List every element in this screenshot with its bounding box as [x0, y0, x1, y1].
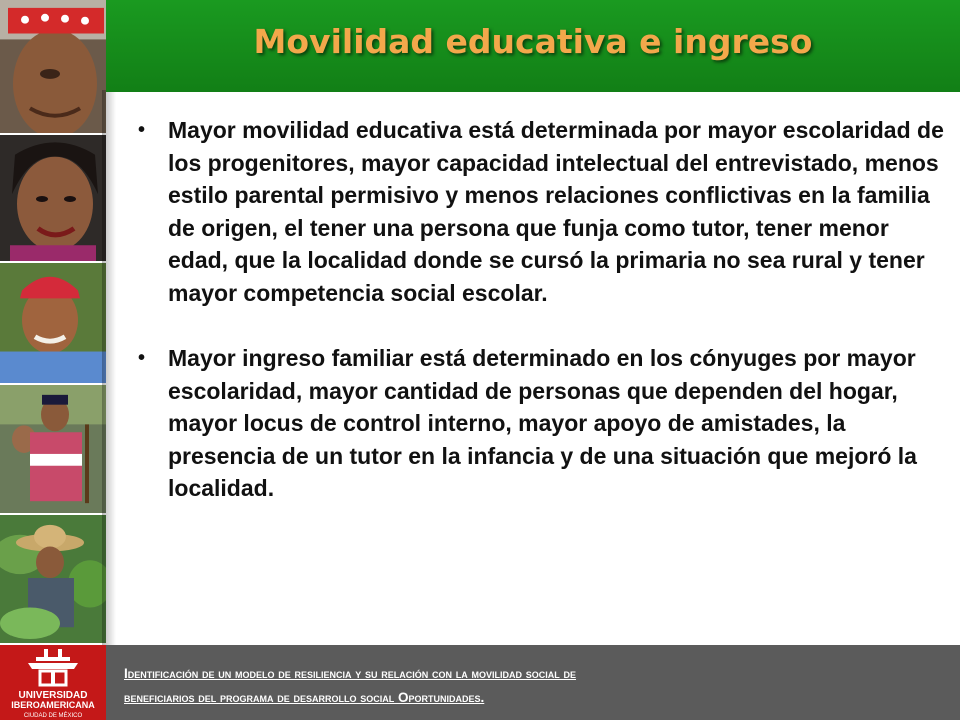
logo-city: CIUDAD DE MÉXICO — [23, 713, 83, 719]
university-logo — [0, 645, 106, 720]
bullet-text: Mayor movilidad educativa está determinada por mayor escolaridad de los progenitores, mayor capacidad intelectual del entrevistado, menos estilo parental permisivo y menos relaciones conflictivas en la familia de origen, el tener una persona que funja como tutor, tener menor edad, que la localidad donde se cursó la primaria no sea rural y tener mayor competencia social escolar. — [168, 117, 944, 306]
footer-line-2: beneficiarios del programa de desarrollo social Oportunidades. — [124, 690, 485, 705]
slide-content — [136, 114, 944, 505]
bullet-text: Mayor ingreso familiar está determinado en los cónyuges por mayor escolaridad, mayor cantidad de personas que dependen del hogar, mayor locus de control interno, mayor apoyo de amistades, la presencia de un tutor en la infancia y de una situación que mejoró la localidad. — [168, 345, 917, 501]
logo-name: UNIVERSIDAD — [18, 690, 88, 701]
strip-shadow — [102, 90, 116, 645]
logo-name-2: IBEROAMERICANA — [11, 700, 95, 710]
man-red-cap-photo — [0, 263, 106, 385]
bullet-item-movilidad — [136, 114, 944, 309]
bullet-icon: • — [138, 119, 146, 141]
footer-bar — [0, 645, 960, 720]
farmer-hat-photo — [0, 515, 106, 645]
footer-caption — [124, 662, 944, 710]
bullet-item-ingreso — [136, 342, 944, 505]
woman-portrait-photo — [0, 135, 106, 263]
photo-strip — [0, 0, 106, 645]
woman-carrying-child-photo — [0, 385, 106, 515]
footer-line-1: Identificación de un modelo de resiliencia y su relación con la movilidad social de — [124, 666, 577, 681]
title-band — [106, 0, 960, 92]
elder-man-headband-photo — [0, 0, 106, 135]
slide-title: Movilidad educativa e ingreso — [253, 22, 813, 61]
bullet-icon: • — [138, 347, 146, 369]
